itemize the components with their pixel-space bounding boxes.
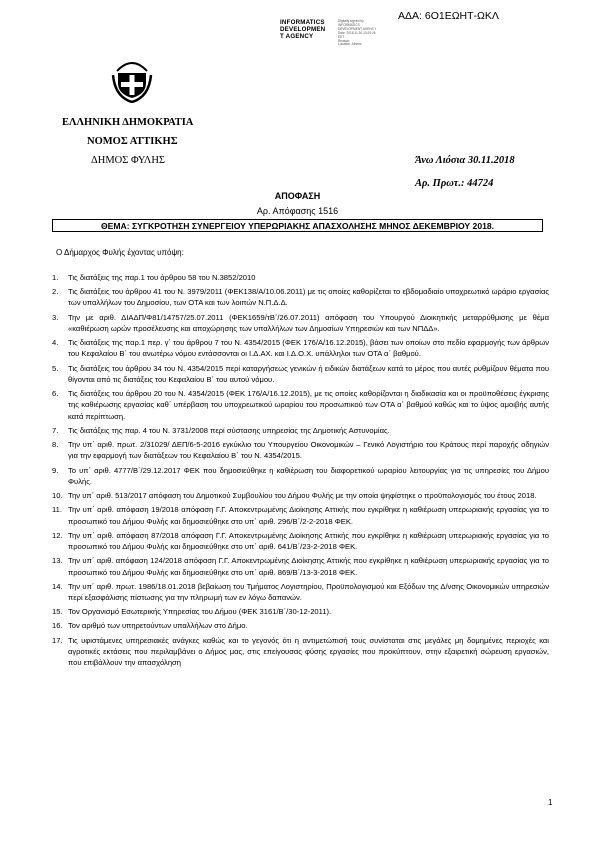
item-text: Την υπ΄ αριθ. πρωτ. 1986/18.01.2018 βεβαίωση του Τμήματος Λογιστηρίου, Προϋπολογισμού και Εξόδων της Δ/νσης Οικονομικών υπηρεσιών περί εξασφάλισης πίστωσης για την πληρωμή των εν λόγω δαπανών.	[68, 581, 549, 602]
list-item	[52, 635, 549, 669]
considerations-list	[52, 272, 549, 671]
list-item	[52, 388, 549, 422]
greek-emblem-icon	[109, 57, 155, 103]
stamp-detail-line: Digitally signed by	[338, 19, 364, 23]
item-number: 1.	[52, 273, 59, 282]
list-item	[52, 490, 549, 501]
list-item	[52, 312, 549, 335]
stamp-detail-line: DEVELOPMENT AGENCY	[338, 26, 377, 31]
list-item	[52, 620, 549, 631]
item-number: 3.	[52, 312, 59, 322]
item-number: 17.	[52, 635, 63, 645]
item-text: Τον αριθμό των υπηρετούντων υπαλλήλων στο Δήμο.	[68, 621, 248, 631]
stamp-line: DEVELOPMEN	[280, 26, 326, 33]
item-number: 11.	[52, 505, 62, 515]
document-title: ΑΠΟΦΑΣΗ	[274, 191, 321, 201]
item-text: Την με αριθ. ΔΙΑΔΠ/Φ81/14757/25.07.2011 (ΦΕΚ1659/τΒ΄/26.07.2011) απόφαση του Υπουργού Διοικητικής μεταρρύθμισης με θέμα «καθιέρωση ωρών προσέλευσης και αποχώρησης των υπαλλήλων των Δημοσίων Υπηρεσιών και των ΝΠΔΔ».	[68, 312, 549, 333]
item-text: Τον Οργανισμό Εσωτερικής Υπηρεσίας του Δήμου (ΦΕΚ 3161/Β΄/30-12-2011).	[68, 607, 332, 617]
item-number: 5.	[52, 363, 59, 373]
list-item	[52, 363, 549, 386]
item-text: Τις διατάξεις της παρ.1 του άρθρου 58 του Ν.3852/2010	[68, 273, 256, 282]
list-item	[52, 530, 549, 553]
protocol-number: Αρ. Πρωτ.: 44724	[415, 178, 494, 189]
stamp-line: INFORMATICS	[280, 19, 325, 26]
digital-signature-stamp	[280, 19, 400, 47]
list-item	[52, 581, 549, 604]
stamp-detail-line: EET	[338, 34, 345, 39]
list-item	[52, 286, 549, 309]
stamp-detail-line: Reason:	[338, 38, 350, 43]
list-item	[52, 555, 549, 578]
item-text: Τις διατάξεις της παρ. 4 του Ν. 3731/2008 περί σύστασης υπηρεσίας της Δημοτικής Αστυνομίας.	[68, 425, 390, 435]
item-text: Την υπ΄ αριθ. απόφαση 19/2018 απόφαση Γ.Γ. Αποκεντρωμένης Διοίκησης Αττικής που εγκρίθηκε η καθιέρωση υπερωριακής εργασίας για το προσωπικό του Δήμου Φυλής και δημοσιεύθηκε στο υπ΄ αριθ. 296/Β΄/2-2-2018 ΦΕΚ.	[68, 505, 549, 526]
item-number: 15.	[52, 607, 63, 617]
stamp-line: T AGENCY	[280, 33, 314, 40]
stamp-detail-line: INFORMATICS	[338, 22, 360, 27]
item-text: Την υπ΄ αριθ. απόφαση 87/2018 απόφαση Γ.Γ. Αποκεντρωμένης Διοίκησης Αττικής που εγκρίθηκε η καθιέρωση υπερωριακής εργασίας για το προσωπικό του Δήμου Φυλής και δημοσιεύθηκε στο υπ΄ αριθ. 641/Β΄/23-2-2018 ΦΕΚ.	[68, 530, 549, 552]
item-number: 12.	[52, 530, 63, 540]
stamp-detail-line: Location: Athens	[338, 42, 362, 47]
item-text: Τις διατάξεις του άρθρου 41 του Ν. 3979/2011 (ΦΕΚ138/Α/10.06.2011) με τις οποίες καθορίζεται το εβδομαδιαίο υποχρεωτικό ωράριο εργασίας των υπαλλήλων του Δημοσίου, των ΟΤΑ και των λοιπών Ν.Π.Δ.Δ.	[68, 287, 549, 308]
place-date: Άνω Λιόσια 30.11.2018	[415, 155, 515, 166]
item-text: Τις διατάξεις του άρθρου 34 του Ν. 4354/2015 περί καταργήσεως γενικών ή ειδικών διατάξεων κατά το μέρος που αυτές ρυθμίζουν θέματα που θίγονται από τις διατάξεις του Κεφαλαίου Β΄ του αυτού νόμου.	[68, 363, 549, 384]
item-number: 14.	[52, 581, 63, 591]
item-text: Το υπ΄ αριθ. 4777/Β΄/29.12.2017 ΦΕΚ που δημοσιεύθηκε η καθιέρωση του διαφορετικού ωραρίου λειτουργίας για τις υπηρεσίες του Δήμου Φυλής.	[68, 465, 549, 486]
stamp-detail-line: Date: 2018.11.30 13:29:26	[338, 30, 376, 35]
item-number: 6.	[52, 389, 59, 399]
list-item	[52, 337, 549, 360]
item-number: 2.	[52, 287, 59, 297]
page-number: 1	[548, 798, 553, 807]
item-number: 8.	[52, 440, 59, 450]
list-item	[52, 465, 549, 488]
decision-number: Αρ. Απόφασης 1516	[256, 206, 339, 216]
list-item	[52, 272, 549, 283]
item-number: 7.	[52, 425, 59, 435]
list-item	[52, 425, 549, 436]
item-number: 13.	[52, 556, 63, 566]
list-item	[52, 504, 549, 527]
municipality-title: ΔΗΜΟΣ ΦΥΛΗΣ	[91, 155, 166, 166]
intro-text: Ο Δήμαρχος Φυλής έχοντας υπόψη:	[56, 248, 184, 257]
subject-box: ΘΕΜΑ: ΣΥΓΚΡΟΤΗΣΗ ΣΥΝΕΡΓΕΙΟΥ ΥΠΕΡΩΡΙΑΚΗΣ ΑΠΑΣΧΟΛΗΣΗΣ ΜΗΝΟΣ ΔΕΚΕΜΒΡΙΟΥ 2018.	[52, 219, 543, 232]
item-text: Την υπ΄ αριθ. 513/2017 απόφαση του Δημοτικού Συμβουλίου του Δήμου Φυλής με την οποία ψηφίστηκε ο προϋπολογισμός του έτους 2018.	[68, 491, 537, 501]
item-text: Τις υφιστάμενες υπηρεσιακές ανάγκες καθώς και το γεγονός ότι η αντιμετώπισή τους συνίσταται στις μεγάλες μη δομημένες περιοχές και αγροτικές εκτάσεις που περιλαμβάνει ο Δήμος μας, στις επείγουσας φύσης εργασίες που προκύπτουν, στην εξαιρετική σώρευση εργασιών, που επιβάλλουν την απασχόληση	[68, 635, 549, 668]
item-number: 10.	[52, 491, 63, 501]
item-text: Την υπ΄ αριθ. πρωτ. 2/31029/ ΔΕΠ/6-5-2016 εγκύκλιο του Υπουργείου Οικονομικών – Γενικό Λογιστήριο του Κράτους περί παροχής οδηγιών για την εφαρμογή των διατάξεων του Κεφαλαίου Β΄ του Ν. 4354/2015.	[68, 440, 549, 461]
item-number: 9.	[52, 465, 59, 475]
list-item	[52, 606, 549, 617]
prefecture-title: ΝΟΜΟΣ ΑΤΤΙΚΗΣ	[87, 136, 178, 147]
item-text: Τις διατάξεις της παρ.1 περ. γ΄ του άρθρου 7 του Ν. 4354/2015 (ΦΕΚ 176/Α/16.12.2015), βάσει των οποίων στο πεδίο εφαρμογής των άρθρων του Κεφαλαίου Β΄ του ανωτέρω νόμου εντάσσονται οι Ι.Δ.ΑΧ. και Ι.Δ.Ο.Χ. υπάλληλοι των ΟΤΑ α΄ βαθμού.	[68, 338, 549, 359]
government-title: ΕΛΛΗΝΙΚΗ ΔΗΜΟΚΡΑΤΙΑ	[62, 117, 194, 128]
ada-code: ΑΔΑ: 6Ο1ΕΩΗΤ-ΩΚΛ	[398, 10, 499, 22]
stamp-details	[338, 20, 376, 47]
item-number: 4.	[52, 338, 59, 348]
item-text: Τις διατάξεις του άρθρου 20 του Ν. 4354/2015 (ΦΕΚ 176/Α/16.12.2015), με τις οποίες καθορίζονται η διαδικασία και οι προϋποθέσεις έγκρισης της καθιέρωσης εργασίας καθ΄ υπέρβαση του υποχρεωτικού ωραρίου του προσωπικού των ΟΤΑ α΄ βαθμού καθώς και το ύψος αμοιβής αυτής κατά περίπτωση.	[68, 389, 549, 421]
list-item	[52, 439, 549, 462]
item-number: 16.	[52, 621, 63, 631]
item-text: Την υπ΄ αριθ. απόφαση 124/2018 απόφαση Γ.Γ. Αποκεντρωμένης Διοίκησης Αττικής που εγκρίθηκε η καθιέρωση υπερωριακής εργασίας για το προσωπικό του Δήμου Φυλής και δημοσιεύθηκε στο υπ΄ αριθ. 869/Β΄/13-3-2018 ΦΕΚ.	[68, 556, 549, 577]
